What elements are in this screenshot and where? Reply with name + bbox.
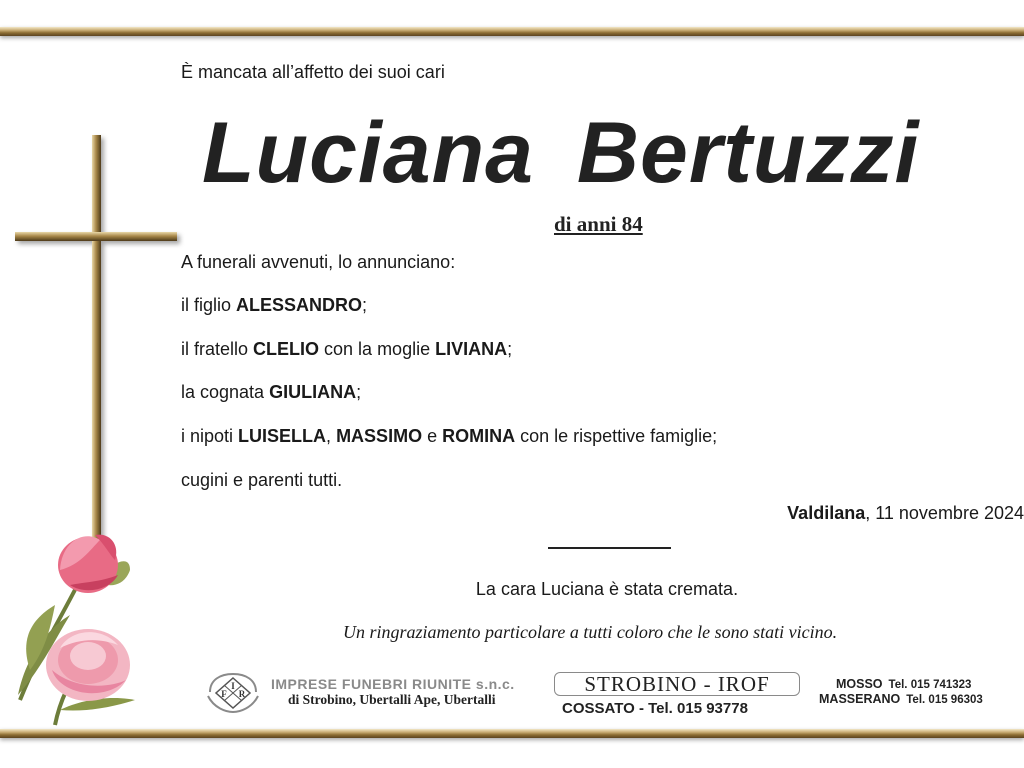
relative-text: ; bbox=[362, 295, 368, 315]
cross-icon bbox=[0, 125, 190, 555]
relative-text: con le rispettive famiglie; bbox=[515, 426, 718, 446]
logo-letter-r: R bbox=[238, 689, 246, 699]
relative-name: MASSIMO bbox=[336, 426, 423, 446]
relative-line-brother bbox=[181, 339, 512, 360]
announcement-text: A funerali avvenuti, lo annunciano: bbox=[181, 252, 456, 272]
relative-text: con la moglie bbox=[319, 339, 436, 359]
location-tel: Tel. 015 96303 bbox=[906, 694, 983, 706]
cremation-note: La cara Luciana è stata cremata. bbox=[475, 579, 739, 599]
place-date bbox=[787, 503, 1024, 524]
relative-text: ; bbox=[356, 382, 362, 402]
location-masserano bbox=[819, 692, 983, 706]
relative-name: CLELIO bbox=[253, 339, 320, 359]
age-text: di anni 84 bbox=[554, 212, 643, 236]
deceased-name bbox=[202, 104, 919, 203]
thanks-text: Un ringraziamento particolare a tutti coloro che le sono stati vicino. bbox=[343, 622, 838, 642]
relative-text: e bbox=[422, 426, 443, 446]
relative-name: LIVIANA bbox=[435, 339, 508, 359]
bottom-gold-border bbox=[0, 729, 1024, 738]
relative-name: ALESSANDRO bbox=[236, 295, 363, 315]
deceased-first-name: Luciana bbox=[202, 105, 534, 201]
date-text: , 11 novembre 2024 bbox=[865, 503, 1024, 523]
relative-line-cousins: cugini e parenti tutti. bbox=[181, 470, 343, 490]
relative-text: il fratello bbox=[181, 339, 254, 359]
location-mosso bbox=[836, 677, 971, 691]
relative-name: LUISELLA bbox=[238, 426, 327, 446]
relative-text: i nipoti bbox=[181, 426, 239, 446]
location-name: MOSSO bbox=[836, 677, 883, 691]
pink-peony-icon bbox=[46, 629, 130, 701]
relative-line-nephews bbox=[181, 426, 717, 447]
place-name: Valdilana bbox=[787, 503, 866, 523]
company2-subtitle: COSSATO - Tel. 015 93778 bbox=[562, 700, 748, 717]
top-gold-border bbox=[0, 27, 1024, 36]
relative-line-sister-in-law bbox=[181, 382, 361, 403]
divider-line bbox=[548, 547, 671, 549]
deceased-last-name: Bertuzzi bbox=[576, 105, 920, 201]
location-name: MASSERANO bbox=[819, 692, 901, 706]
flowers-decoration bbox=[0, 520, 160, 735]
relative-text: ; bbox=[507, 339, 513, 359]
logo-letter-i: I bbox=[231, 681, 235, 691]
relative-line-son bbox=[181, 295, 367, 316]
relative-name: ROMINA bbox=[442, 426, 516, 446]
relative-text: , bbox=[326, 426, 337, 446]
intro-text: È mancata all’affetto dei suoi cari bbox=[181, 62, 445, 82]
pink-tulip-icon bbox=[58, 535, 118, 593]
company1-subtitle: di Strobino, Ubertalli Ape, Ubertalli bbox=[288, 692, 496, 707]
company1-name bbox=[271, 676, 515, 692]
relative-text: il figlio bbox=[181, 295, 237, 315]
location-tel: Tel. 015 741323 bbox=[888, 679, 972, 691]
company1-name-text: IMPRESE FUNEBRI RIUNITE bbox=[271, 676, 472, 692]
company1-suffix: s.n.c. bbox=[475, 676, 515, 692]
relative-text: la cognata bbox=[181, 382, 270, 402]
logo-letter-f: F bbox=[221, 689, 227, 699]
relative-name: GIULIANA bbox=[269, 382, 357, 402]
ifr-logo-icon bbox=[206, 672, 260, 714]
company2-name: STROBINO - IROF bbox=[554, 672, 800, 696]
